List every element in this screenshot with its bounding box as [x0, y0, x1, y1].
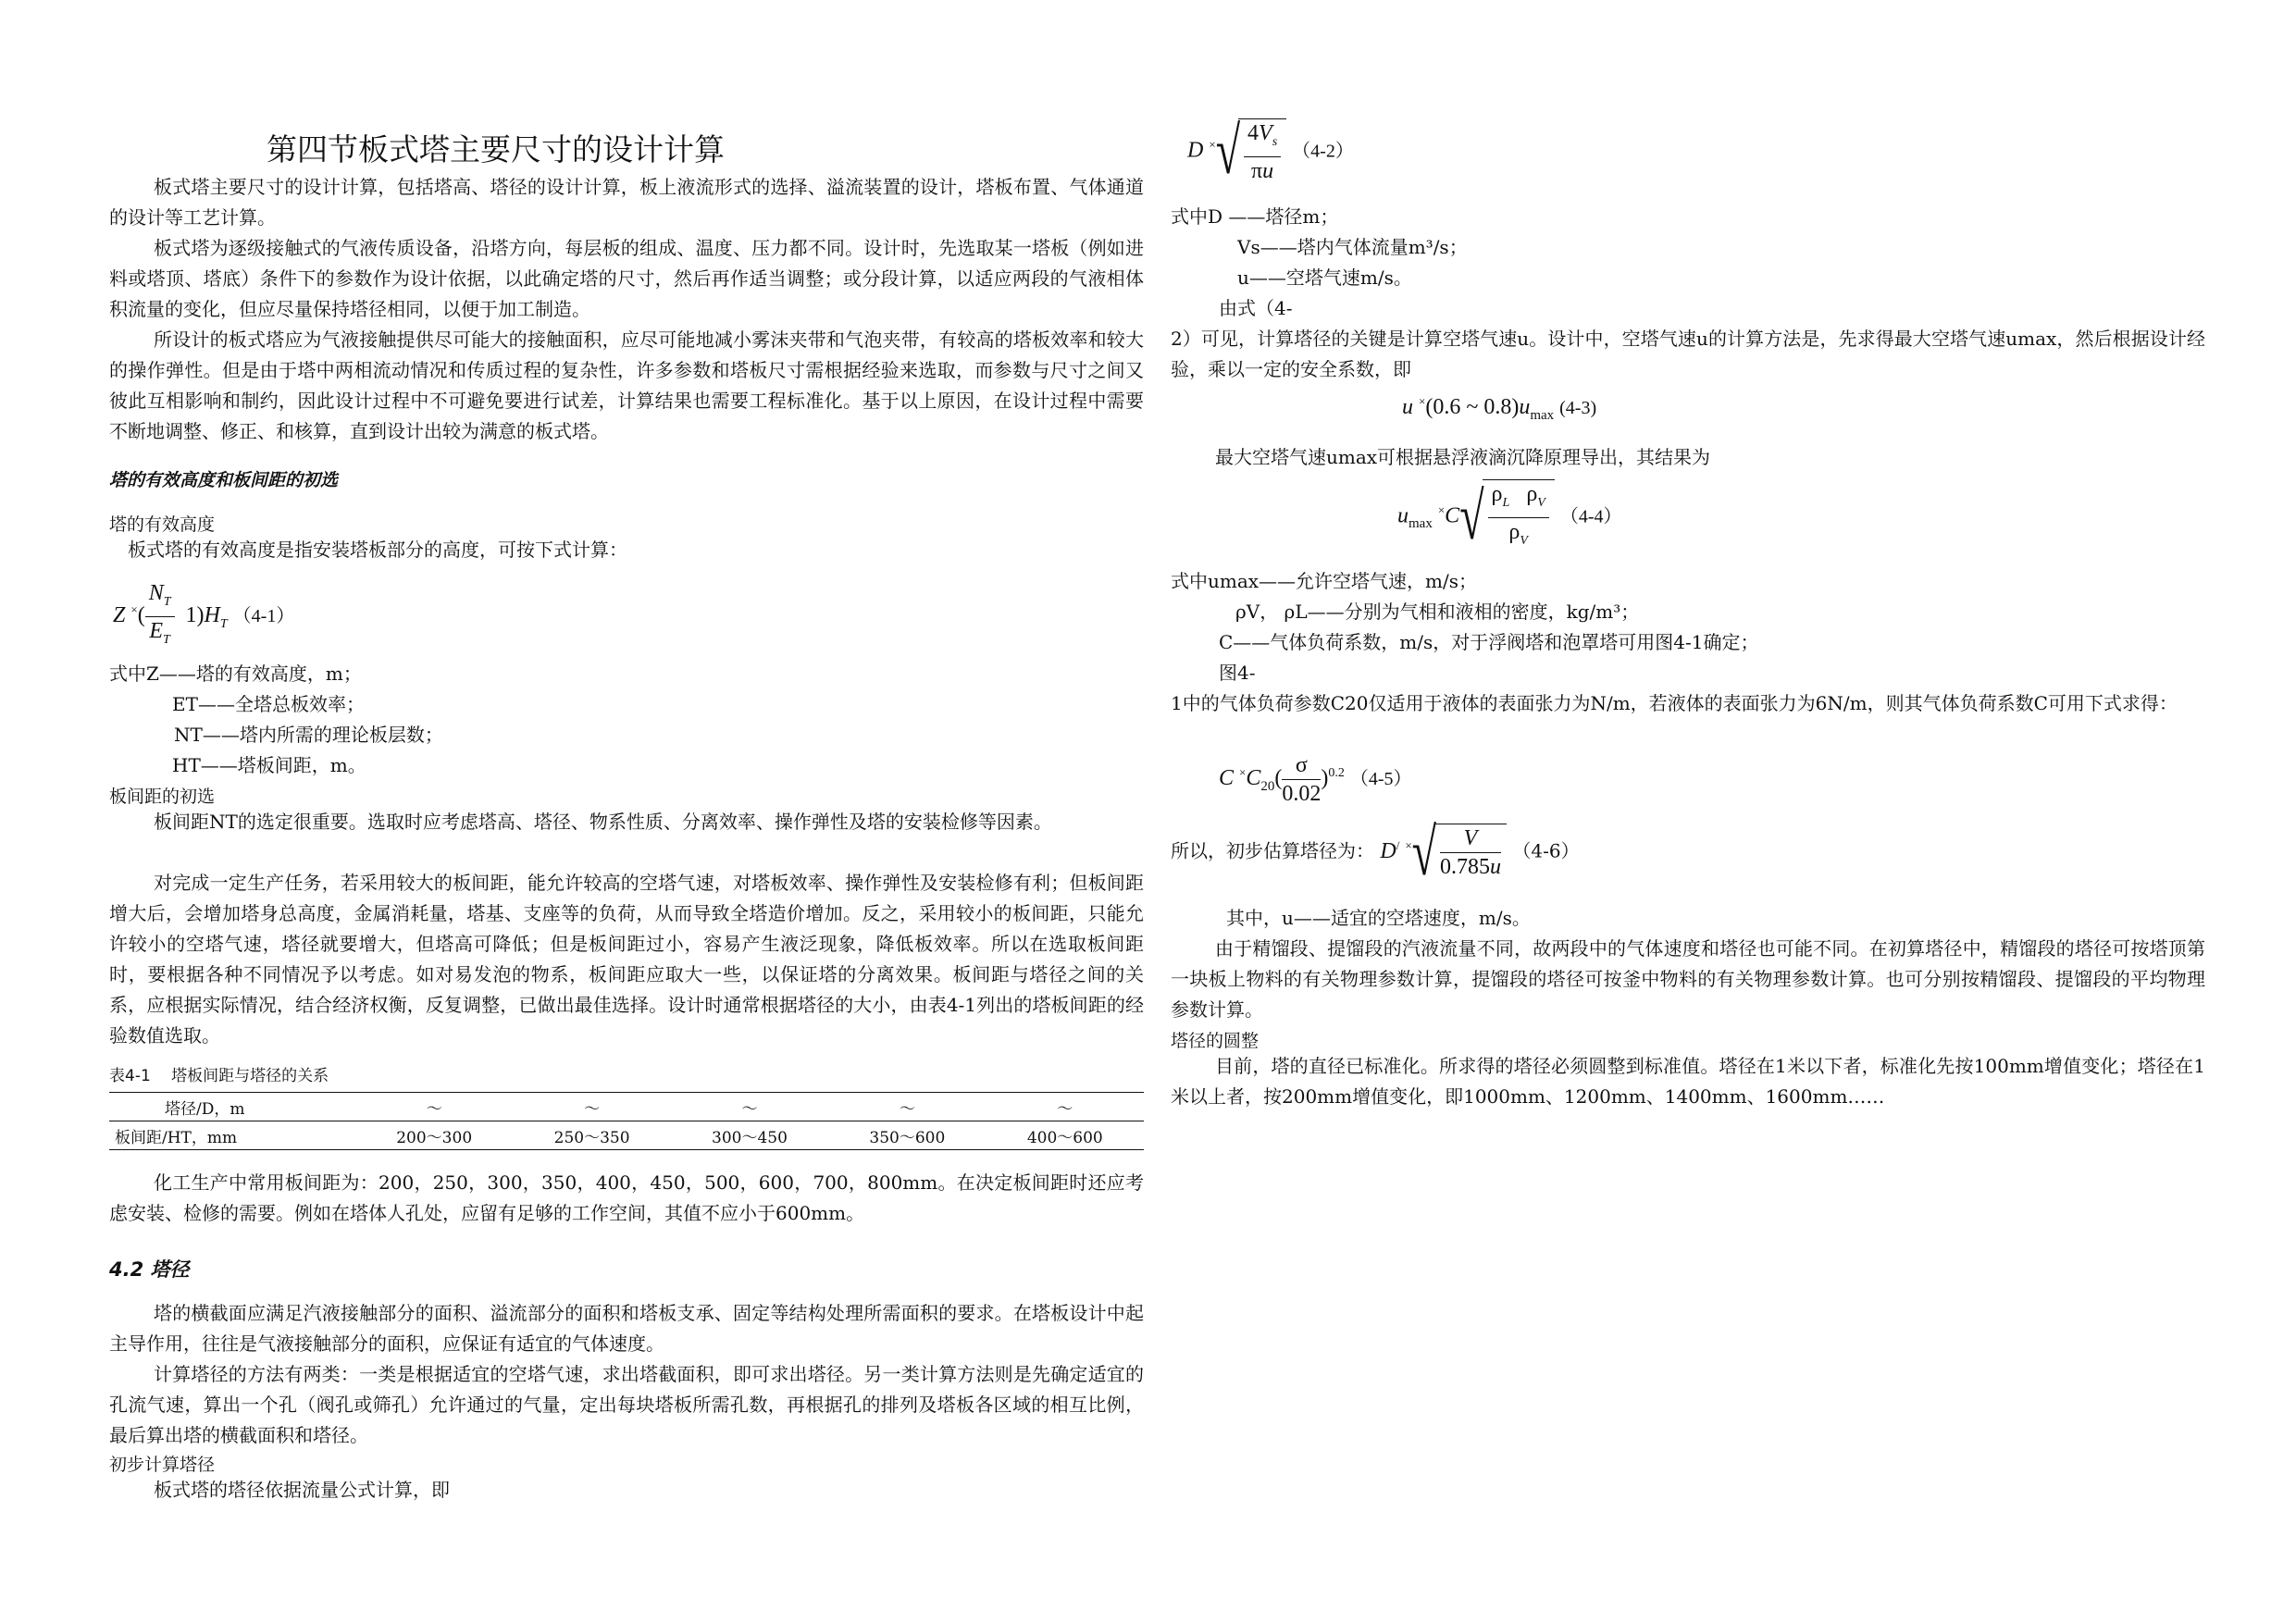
- equation-4-3: u ×(0.6 ~ $0.8)u_{max}$ (4-3): [1402, 394, 1597, 423]
- equation-4-6: 所以，初步估算塔径为： D/ ×√ $\frac{V}{0.785u}$ （4-6）: [1171, 815, 1580, 889]
- spacing-table: [109, 1092, 1144, 1150]
- where-z: 式中Z——塔的有效高度，m；: [109, 663, 362, 685]
- subheading-effective-height: 塔的有效高度: [109, 514, 216, 535]
- equation-4-2-label: （4-2）: [1292, 141, 1354, 162]
- table-cell: 350～600: [869, 1128, 946, 1147]
- paragraph-plate-spacing: 板间距NT的选定很重要。选取时应考虑塔高、塔径、物系性质、分离效率、操作弹性及塔的安装检修等因素。: [154, 811, 1052, 833]
- section-heading-4-2: 4.2 塔径: [109, 1258, 190, 1281]
- table-cell: ～: [426, 1099, 442, 1119]
- paragraph-effective-height: 板式塔的有效高度是指安装塔板部分的高度，可按下式计算：: [128, 539, 627, 561]
- equation-4-5: C $^\times C_{20}$( $\frac{\sigma}{0.02}$ )$^{0.2}$ （4-5）: [1219, 753, 1412, 806]
- equation-4-1-label: （4-1）: [232, 605, 295, 626]
- where-rho: ρV， ρL——分别为气相和液相的密度，kg/m³；: [1235, 601, 1640, 623]
- where-et: ET——全塔总板效率；: [172, 693, 365, 715]
- equation-4-6-label: （4-6）: [1512, 839, 1580, 862]
- paragraph-cross-section: 塔的横截面应满足汽液接触部分的面积、溢流部分的面积和塔板支承、固定等结构处理所需面积的要求。在塔板设计中起主导作用，往往是气液接触部分的面积，应保证有适宜的气体速度。: [109, 1302, 1144, 1355]
- table-cell: 塔径/D，m: [165, 1099, 245, 1119]
- table-caption: 表4-1 塔板间距与塔径的关系: [109, 1067, 329, 1085]
- equation-4-4: $u_{max}$ ×C√ $\frac{\rho_L \rho_V}{\rho_V}$ （4-4）: [1397, 480, 1622, 554]
- table-cell: 250～350: [553, 1128, 630, 1147]
- where-u-suitable: 其中，u——适宜的空塔速度，m/s。: [1226, 907, 1531, 929]
- table-cell: 板间距/HT，mm: [115, 1128, 238, 1147]
- figure-ref: 图4-: [1219, 662, 1256, 684]
- paragraph-max-velocity: 最大空塔气速umax可根据悬浮液滴沉降原理导出，其结果为: [1215, 446, 1711, 468]
- table-cell: ～: [584, 1099, 601, 1119]
- section-heading-initial: 塔的有效高度和板间距的初选: [109, 470, 339, 490]
- table-cell: ～: [741, 1099, 758, 1119]
- paragraph-key-velocity: 2）可见，计算塔径的关键是计算空塔气速u。设计中，空塔气速u的计算方法是，先求得最大空塔气速umax，然后根据设计经验，乘以一定的安全系数，即: [1171, 328, 2205, 380]
- equation-4-1: Z ×( $\frac{N_T}{E_T}$ $1)H_T$ （4-1）: [113, 581, 295, 647]
- where-vs: Vs——塔内气体流量m³/s；: [1237, 236, 1468, 258]
- table-cell: 200～300: [396, 1128, 473, 1147]
- from-eq: 由式（4-: [1219, 297, 1293, 319]
- equation-4-4-label: （4-4）: [1559, 506, 1622, 527]
- so-label: 所以，初步估算塔径为：: [1171, 839, 1374, 862]
- table-cell: 400～600: [1026, 1128, 1103, 1147]
- where-umax: 式中umax——允许空塔气速，m/s；: [1171, 570, 1478, 592]
- equation-4-5-label: （4-5）: [1349, 769, 1412, 790]
- paragraph-common-spacing: 化工生产中常用板间距为：200，250，300，350，400，450，500，600，700，800mm。在决定板间距时还应考虑安装、检修的需要。例如在塔体人孔处，应留有足够的工作空间，其值不应小于600mm。: [109, 1171, 1144, 1224]
- paragraph-methods: 计算塔径的方法有两类：一类是根据适宜的空塔气速，求出塔截面积，即可求出塔径。另一类计算方法则是先确定适宜的孔流气速，算出一个孔（阀孔或筛孔）允许通过的气量，定出每块塔板所需孔数，再根据孔的排列及塔板各区域的相互比例，最后算出塔的横截面积和塔径。: [109, 1363, 1144, 1446]
- where-ht: HT——塔板间距，m。: [172, 754, 366, 776]
- equation-4-2: D ×√ $\frac{4V_s}{\pi u}$ （4-2）: [1187, 115, 1354, 189]
- where-d: 式中D ——塔径m；: [1171, 205, 1339, 228]
- paragraph-intro: 板式塔主要尺寸的设计计算，包括塔高、塔径的设计计算，板上液流形式的选择、溢流装置的设计，塔板布置、气体通道的设计等工艺计算。: [109, 176, 1144, 229]
- paragraph-flow-formula: 板式塔的塔径依据流量公式计算，即: [154, 1479, 450, 1501]
- table-cell: 300～450: [712, 1128, 788, 1147]
- paragraph-design-goals: 所设计的板式塔应为气液接触提供尽可能大的接触面积，应尽可能地减小雾沫夹带和气泡夹带，有较高的塔板效率和较大的操作弹性。但是由于塔中两相流动情况和传质过程的复杂性，许多参数和塔板尺寸需根据经验来选取，而参数与尺寸之间又彼此互相影响和制约，因此设计过程中不可避免要进行试差，计算结果也需要工程标准化。基于以上原因，在设计过程中需要不断地调整、修正、和核算，直到设计出较为满意的板式塔。: [109, 328, 1144, 442]
- where-nt: NT——塔内所需的理论板层数；: [174, 724, 443, 746]
- page-title: 第四节板式塔主要尺寸的设计计算: [267, 131, 725, 167]
- paragraph-sections: 由于精馏段、提馏段的汽液流量不同，故两段中的气体速度和塔径也可能不同。在初算塔径中，精馏段的塔径可按塔顶第一块板上物料的有关物理参数计算，提馏段的塔径可按釜中物料的有关物理参数计算。也可分别按精馏段、提馏段的平均物理参数计算。: [1171, 937, 2205, 1021]
- equation-4-3-label: (4-3): [1559, 398, 1597, 418]
- where-c: C——气体负荷系数，m/s，对于浮阀塔和泡罩塔可用图4-1确定；: [1219, 631, 1759, 653]
- table-row: [109, 1121, 1144, 1150]
- paragraph-load-factor: 1中的气体负荷参数C20仅适用于液体的表面张力为N/m，若液体的表面张力为6N/m，则其气体负荷系数C可用下式求得：: [1171, 692, 2178, 714]
- where-u: u——空塔气速m/s。: [1237, 266, 1412, 289]
- table-cell: ～: [1057, 1099, 1074, 1119]
- table-row: [109, 1093, 1144, 1121]
- subheading-plate-spacing: 板间距的初选: [109, 787, 216, 807]
- table-cell: ～: [899, 1099, 915, 1119]
- subheading-preliminary: 初步计算塔径: [109, 1455, 216, 1475]
- paragraph-rounding: 目前，塔的直径已标准化。所求得的塔径必须圆整到标准值。塔径在1米以下者，标准化先按100mm增值变化；塔径在1米以上者，按200mm增值变化，即1000mm、1200mm、1400mm、1600mm……: [1171, 1055, 2205, 1108]
- paragraph-design-basis: 板式塔为逐级接触式的气液传质设备，沿塔方向，每层板的组成、温度、压力都不同。设计时，先选取某一塔板（例如进料或塔顶、塔底）条件下的参数作为设计依据，以此确定塔的尺寸，然后再作适当调整；或分段计算，以适应两段的气液相体积流量的变化，但应尽量保持塔径相同，以便于加工制造。: [109, 237, 1144, 320]
- paragraph-spacing-tradeoff: 对完成一定生产任务，若采用较大的板间距，能允许较高的空塔气速，对塔板效率、操作弹性及安装检修有利；但板间距增大后，会增加塔身总高度，金属消耗量，塔基、支座等的负荷，从而导致全塔造价增加。反之，采用较小的板间距，只能允许较小的空塔气速，塔径就要增大，但塔高可降低；但是板间距过小，容易产生液泛现象，降低板效率。所以在选取板间距时，要根据各种不同情况予以考虑。如对易发泡的物系，板间距应取大一些，以保证塔的分离效果。板间距与塔径之间的关系，应根据实际情况，结合经济权衡，反复调整，已做出最佳选择。设计时通常根据塔径的大小，由表4-1列出的塔板间距的经验数值选取。: [109, 872, 1144, 1047]
- subheading-rounding: 塔径的圆整: [1171, 1031, 1260, 1051]
